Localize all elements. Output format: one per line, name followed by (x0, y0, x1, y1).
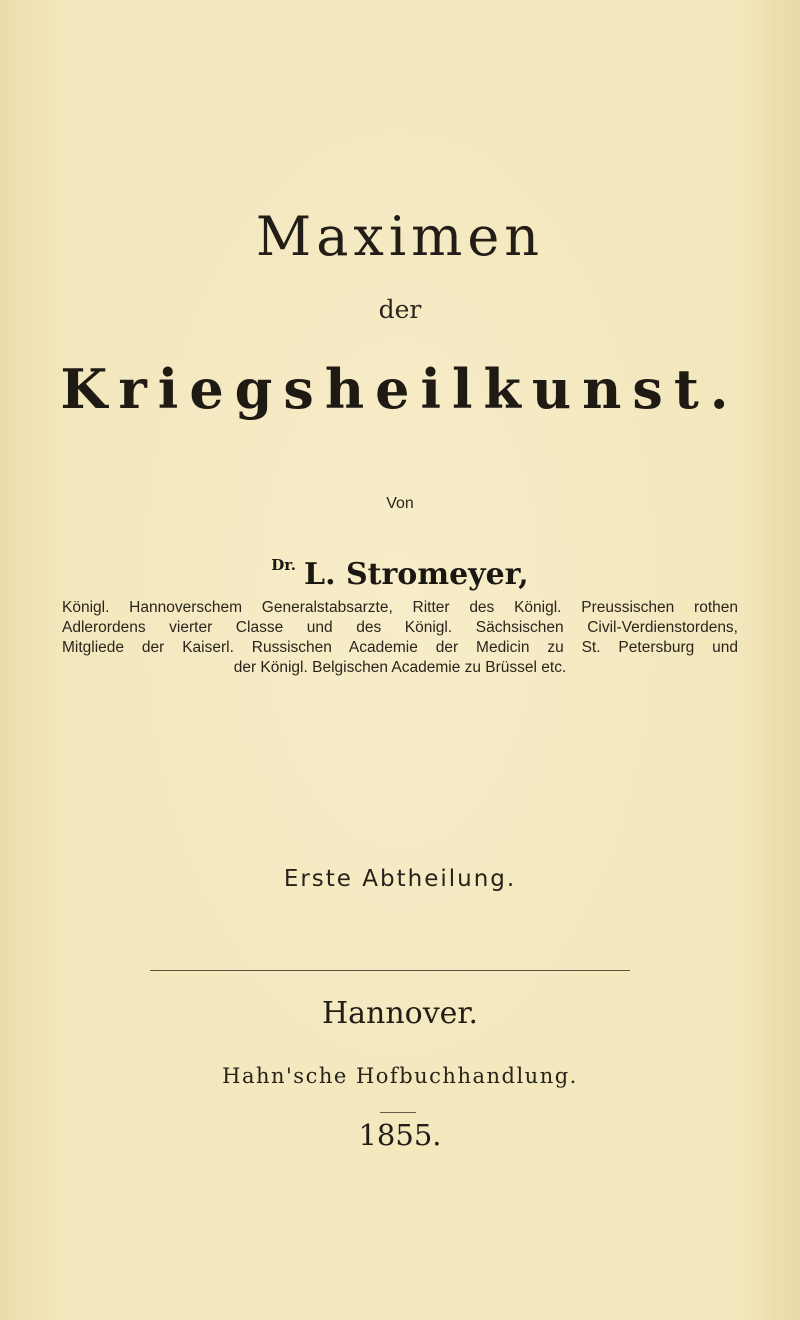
publication-place: Hannover. (321, 996, 479, 1031)
author-name: L. Stromeyer, (304, 557, 529, 592)
publication-year: 1855. (358, 1118, 442, 1152)
part-heading: Erste Abtheilung. (283, 866, 517, 892)
credential-line: Adlerordens vierter Classe und des Königl. Sächsischen Civil-Verdienstordens, (62, 619, 738, 636)
credential-line: Königl. Hannoverschem Generalstabsarzte, Ritter des Königl. Preussischen rothen (62, 599, 738, 616)
author-honorific: Dr. (271, 556, 296, 574)
book-subject: Kriegsheilkunst. (60, 357, 740, 421)
author-credentials (62, 598, 738, 678)
short-divider (380, 1112, 416, 1113)
author-preposition: Von (386, 495, 414, 512)
publisher-name: Hahn'sche Hofbuchhandlung. (222, 1064, 578, 1088)
title-connector: der (378, 295, 422, 324)
divider-rule (150, 970, 630, 971)
credential-line: Mitgliede der Kaiserl. Russischen Academie der Medicin zu St. Petersburg und (62, 639, 738, 656)
author-line (0, 556, 800, 592)
credential-line: der Königl. Belgischen Academie zu Brüssel etc. (233, 659, 567, 676)
book-title: Maximen (255, 205, 545, 268)
